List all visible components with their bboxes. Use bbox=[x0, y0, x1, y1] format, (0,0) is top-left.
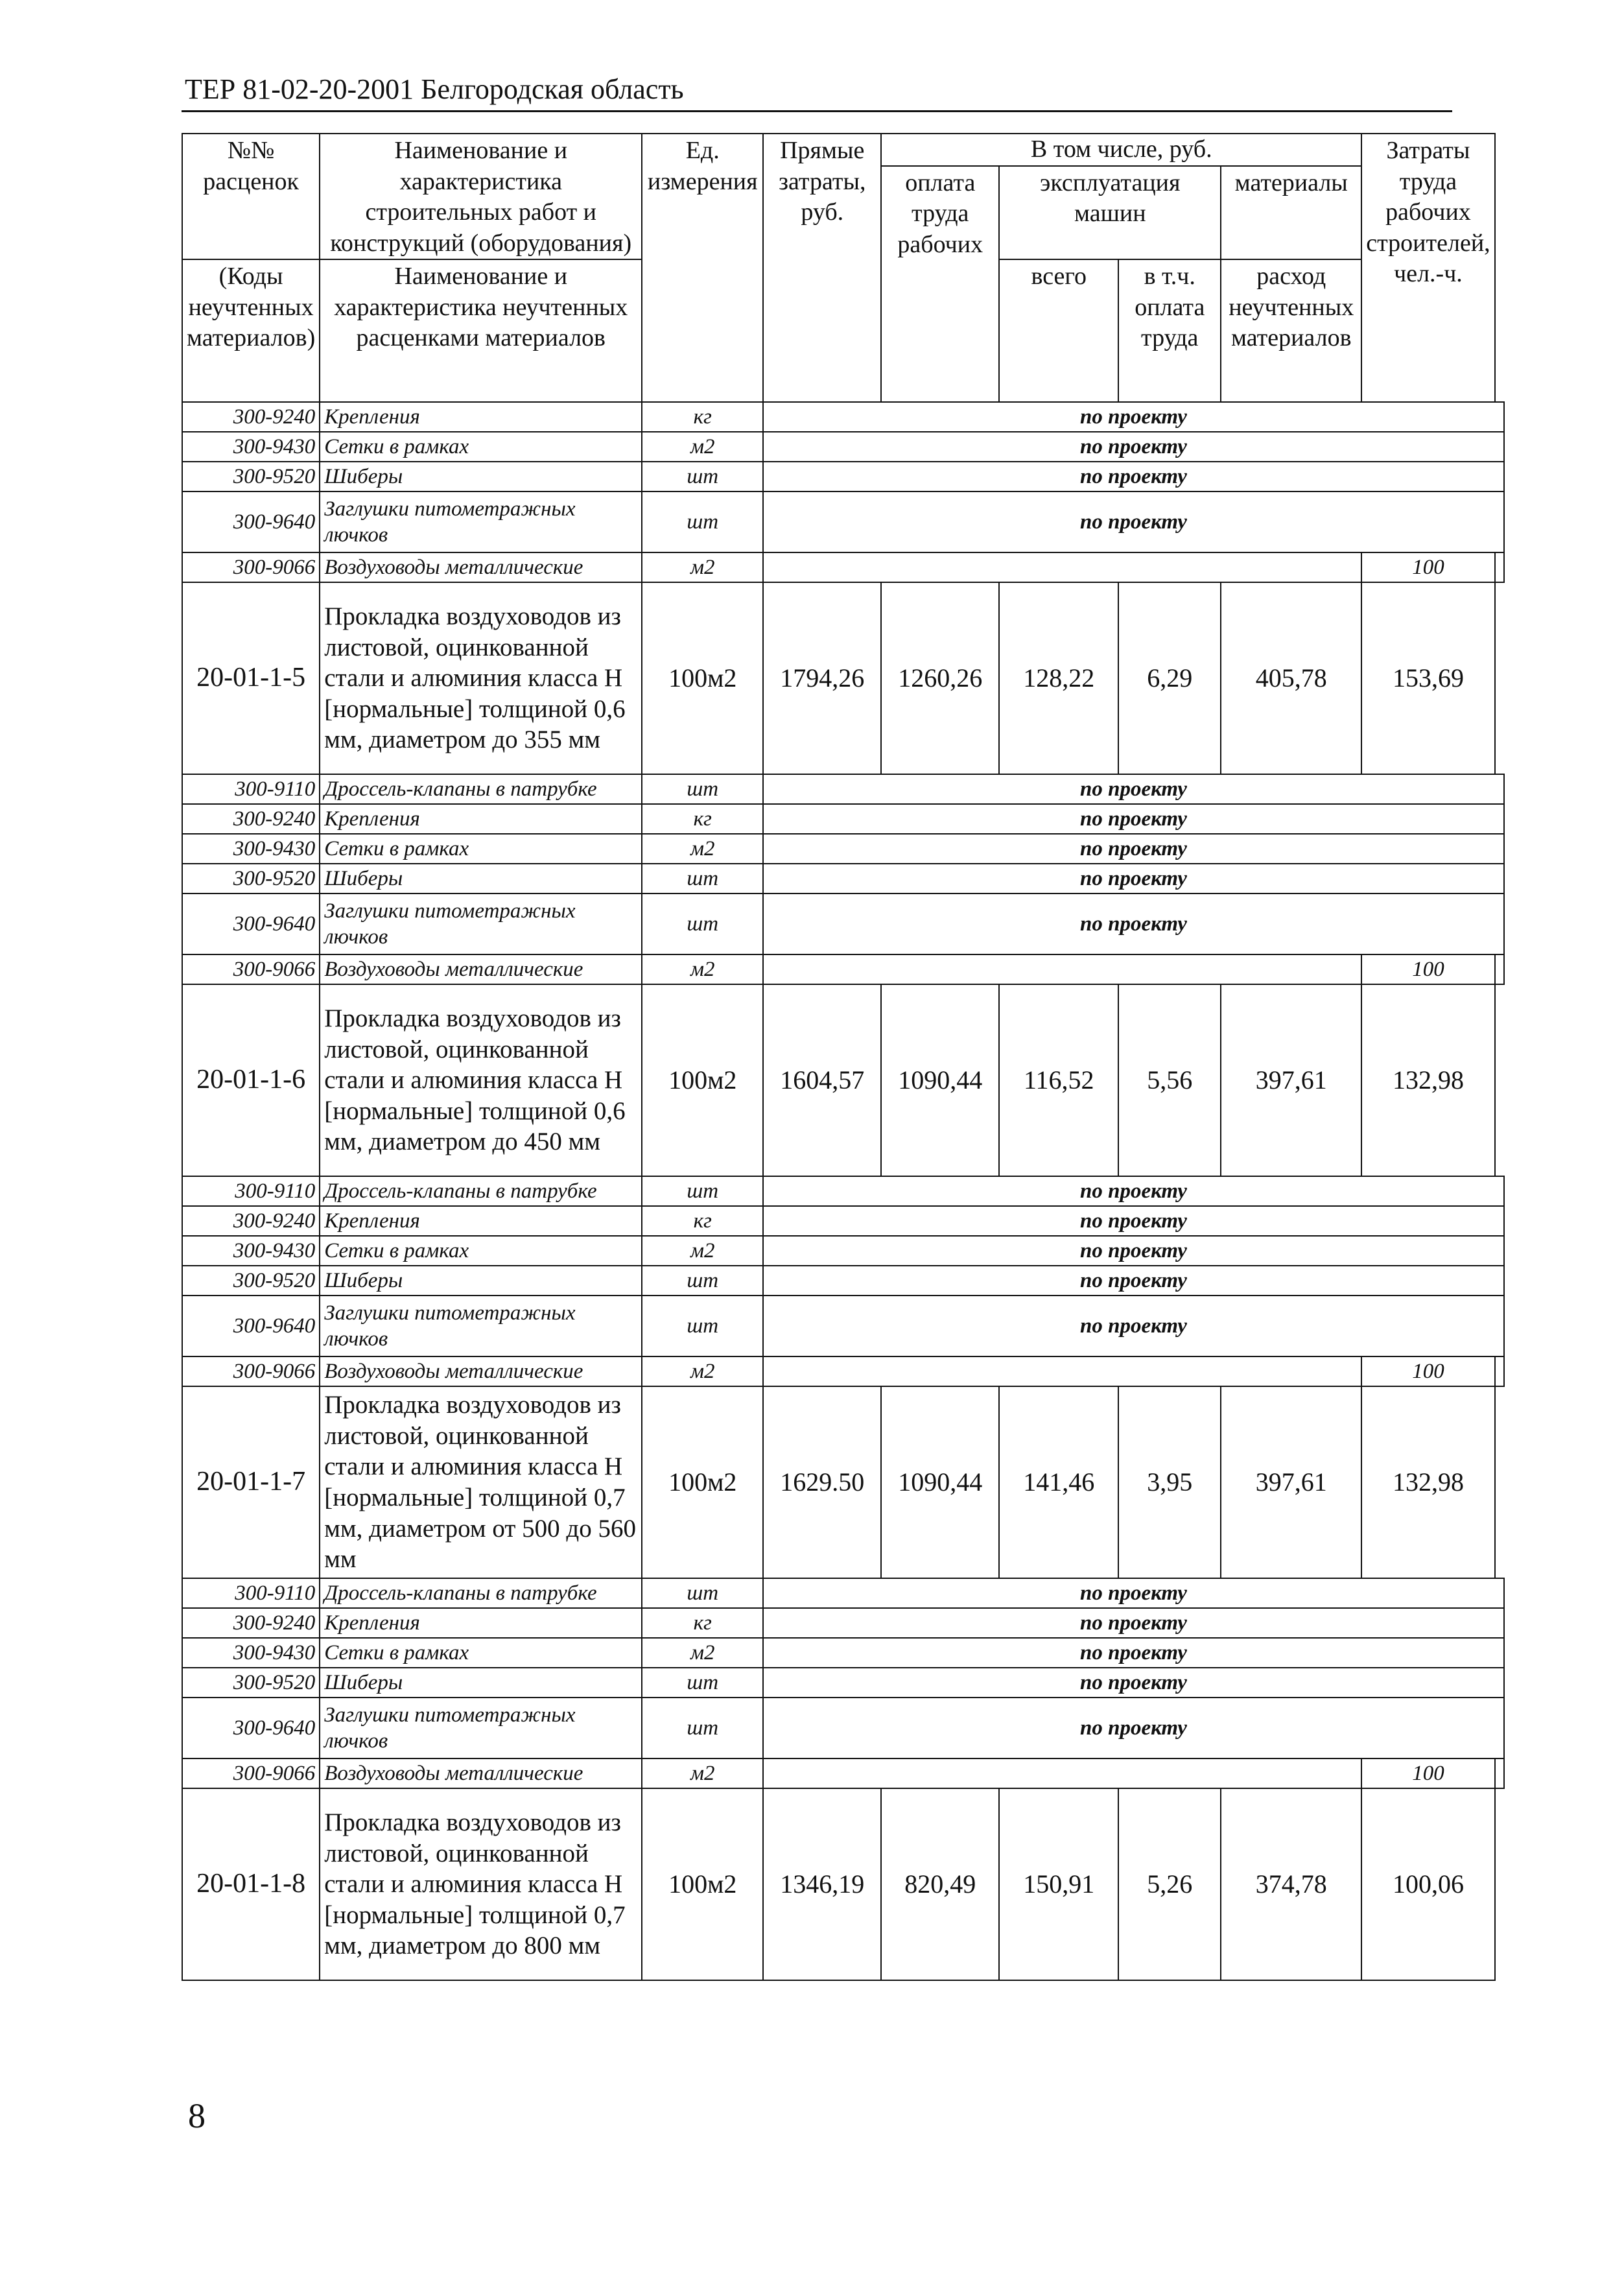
material-row bbox=[182, 864, 1504, 894]
material-name: Крепления bbox=[320, 402, 642, 432]
material-row bbox=[182, 1356, 1504, 1386]
material-code: 300-9110 bbox=[182, 1578, 320, 1608]
material-row bbox=[182, 1266, 1504, 1296]
material-by-project: по проекту bbox=[763, 1638, 1503, 1668]
material-name: Заглушки питометражных лючков bbox=[320, 1698, 642, 1758]
material-row bbox=[182, 462, 1504, 491]
material-row bbox=[182, 1176, 1504, 1206]
header-rule bbox=[182, 110, 1452, 112]
material-consumption: 100 bbox=[1361, 552, 1494, 582]
material-unit: м2 bbox=[642, 1638, 763, 1668]
material-code: 300-9520 bbox=[182, 462, 320, 491]
material-by-project: по проекту bbox=[763, 1608, 1503, 1638]
material-blank bbox=[1495, 552, 1504, 582]
material-unit: м2 bbox=[642, 432, 763, 462]
header-code-alt: (Коды неучтенных материалов) bbox=[182, 259, 320, 402]
material-unit: м2 bbox=[642, 834, 763, 864]
material-unit: шт bbox=[642, 894, 763, 954]
material-name: Воздуховоды металлические bbox=[320, 1758, 642, 1788]
rate-labor: 100,06 bbox=[1361, 1788, 1494, 1980]
rate-code: 20-01-1-7 bbox=[182, 1386, 320, 1578]
rate-name: Прокладка воздуховодов из листовой, оцинкованной стали и алюминия класса Н [нормальные] толщиной 0,7 мм, диаметром до 800 мм bbox=[320, 1788, 642, 1980]
header-machines-wages: в т.ч. оплата труда bbox=[1118, 259, 1221, 402]
material-unit: кг bbox=[642, 1206, 763, 1236]
rate-labor: 132,98 bbox=[1361, 1386, 1494, 1578]
material-unit: шт bbox=[642, 1296, 763, 1356]
material-by-project: по проекту bbox=[763, 834, 1503, 864]
material-by-project: по проекту bbox=[763, 491, 1503, 552]
material-unit: шт bbox=[642, 491, 763, 552]
rate-machines-total: 150,91 bbox=[999, 1788, 1118, 1980]
material-row bbox=[182, 402, 1504, 432]
material-unit: м2 bbox=[642, 1236, 763, 1266]
material-name: Дроссель-клапаны в патрубке bbox=[320, 1176, 642, 1206]
header-materials-alt: расход неучтенных материалов bbox=[1221, 259, 1361, 402]
material-by-project: по проекту bbox=[763, 894, 1503, 954]
material-name: Сетки в рамках bbox=[320, 1236, 642, 1266]
rate-wages: 1260,26 bbox=[881, 582, 999, 774]
material-unit: шт bbox=[642, 864, 763, 894]
material-name: Заглушки питометражных лючков bbox=[320, 1296, 642, 1356]
rate-code: 20-01-1-6 bbox=[182, 984, 320, 1176]
material-name: Крепления bbox=[320, 1206, 642, 1236]
material-blank bbox=[1495, 1356, 1504, 1386]
rate-name: Прокладка воздуховодов из листовой, оцинкованной стали и алюминия класса Н [нормальные] толщиной 0,6 мм, диаметром до 450 мм bbox=[320, 984, 642, 1176]
material-unit: шт bbox=[642, 462, 763, 491]
material-row bbox=[182, 1236, 1504, 1266]
material-consumption: 100 bbox=[1361, 1758, 1494, 1788]
rate-wages: 1090,44 bbox=[881, 1386, 999, 1578]
header-labor: Затраты труда рабочих строителей, чел.-ч. bbox=[1361, 134, 1494, 402]
material-name: Сетки в рамках bbox=[320, 432, 642, 462]
rate-direct-costs: 1604,57 bbox=[763, 984, 881, 1176]
rate-unit: 100м2 bbox=[642, 984, 763, 1176]
material-blank bbox=[763, 1356, 1361, 1386]
material-by-project: по проекту bbox=[763, 1176, 1503, 1206]
material-unit: шт bbox=[642, 1578, 763, 1608]
material-consumption: 100 bbox=[1361, 954, 1494, 984]
rate-name: Прокладка воздуховодов из листовой, оцинкованной стали и алюминия класса Н [нормальные] толщиной 0,7 мм, диаметром от 500 до 560 мм bbox=[320, 1386, 642, 1578]
material-code: 300-9240 bbox=[182, 402, 320, 432]
rate-row bbox=[182, 582, 1504, 774]
material-code: 300-9640 bbox=[182, 1698, 320, 1758]
rate-direct-costs: 1794,26 bbox=[763, 582, 881, 774]
material-unit: м2 bbox=[642, 954, 763, 984]
material-name: Дроссель-клапаны в патрубке bbox=[320, 1578, 642, 1608]
material-unit: шт bbox=[642, 1668, 763, 1698]
material-row bbox=[182, 1206, 1504, 1236]
rate-machines-total: 128,22 bbox=[999, 582, 1118, 774]
rate-materials: 374,78 bbox=[1221, 1788, 1361, 1980]
page-header: ТЕР 81-02-20-2001 Белгородская область bbox=[185, 73, 684, 105]
rate-unit: 100м2 bbox=[642, 1386, 763, 1578]
header-name: Наименование и характеристика строительных работ и конструкций (оборудования) bbox=[320, 134, 642, 259]
material-code: 300-9640 bbox=[182, 1296, 320, 1356]
material-code: 300-9520 bbox=[182, 1266, 320, 1296]
material-by-project: по проекту bbox=[763, 1668, 1503, 1698]
rate-wages: 1090,44 bbox=[881, 984, 999, 1176]
material-by-project: по проекту bbox=[763, 1296, 1503, 1356]
material-code: 300-9640 bbox=[182, 491, 320, 552]
material-by-project: по проекту bbox=[763, 402, 1503, 432]
rates-table bbox=[182, 133, 1505, 1981]
header-name-alt: Наименование и характеристика неучтенных расценками материалов bbox=[320, 259, 642, 402]
material-row bbox=[182, 954, 1504, 984]
material-name: Воздуховоды металлические bbox=[320, 552, 642, 582]
material-unit: шт bbox=[642, 1176, 763, 1206]
header-machines-total: всего bbox=[999, 259, 1118, 402]
material-unit: м2 bbox=[642, 552, 763, 582]
header-materials: материалы bbox=[1221, 166, 1361, 260]
material-row bbox=[182, 804, 1504, 834]
page-number: 8 bbox=[188, 2096, 206, 2135]
rate-machines-wages: 5,56 bbox=[1118, 984, 1221, 1176]
material-row bbox=[182, 1698, 1504, 1758]
material-unit: шт bbox=[642, 1266, 763, 1296]
rate-code: 20-01-1-5 bbox=[182, 582, 320, 774]
material-code: 300-9430 bbox=[182, 834, 320, 864]
rate-machines-wages: 3,95 bbox=[1118, 1386, 1221, 1578]
material-by-project: по проекту bbox=[763, 1266, 1503, 1296]
material-code: 300-9640 bbox=[182, 894, 320, 954]
material-row bbox=[182, 1608, 1504, 1638]
material-code: 300-9066 bbox=[182, 954, 320, 984]
material-row bbox=[182, 774, 1504, 804]
rate-code: 20-01-1-8 bbox=[182, 1788, 320, 1980]
rate-labor: 153,69 bbox=[1361, 582, 1494, 774]
material-name: Дроссель-клапаны в патрубке bbox=[320, 774, 642, 804]
material-code: 300-9430 bbox=[182, 432, 320, 462]
material-name: Шиберы bbox=[320, 1266, 642, 1296]
material-name: Шиберы bbox=[320, 462, 642, 491]
material-unit: кг bbox=[642, 402, 763, 432]
material-code: 300-9066 bbox=[182, 552, 320, 582]
material-name: Воздуховоды металлические bbox=[320, 954, 642, 984]
material-blank bbox=[763, 552, 1361, 582]
material-unit: кг bbox=[642, 1608, 763, 1638]
material-by-project: по проекту bbox=[763, 1236, 1503, 1266]
material-row bbox=[182, 894, 1504, 954]
header-code: №№ расценок bbox=[182, 134, 320, 259]
material-row bbox=[182, 1638, 1504, 1668]
rate-direct-costs: 1629.50 bbox=[763, 1386, 881, 1578]
material-name: Шиберы bbox=[320, 1668, 642, 1698]
material-row bbox=[182, 491, 1504, 552]
rate-materials: 405,78 bbox=[1221, 582, 1361, 774]
material-blank bbox=[763, 954, 1361, 984]
material-by-project: по проекту bbox=[763, 462, 1503, 491]
rate-unit: 100м2 bbox=[642, 1788, 763, 1980]
rate-unit: 100м2 bbox=[642, 582, 763, 774]
material-code: 300-9066 bbox=[182, 1356, 320, 1386]
rate-machines-wages: 6,29 bbox=[1118, 582, 1221, 774]
rate-machines-total: 116,52 bbox=[999, 984, 1118, 1176]
material-consumption: 100 bbox=[1361, 1356, 1494, 1386]
material-code: 300-9240 bbox=[182, 1608, 320, 1638]
header-unit: Ед. измерения bbox=[642, 134, 763, 402]
rate-wages: 820,49 bbox=[881, 1788, 999, 1980]
material-row bbox=[182, 552, 1504, 582]
rate-row bbox=[182, 984, 1504, 1176]
material-code: 300-9240 bbox=[182, 1206, 320, 1236]
rate-machines-wages: 5,26 bbox=[1118, 1788, 1221, 1980]
material-name: Шиберы bbox=[320, 864, 642, 894]
material-unit: м2 bbox=[642, 1356, 763, 1386]
material-row bbox=[182, 1668, 1504, 1698]
material-row bbox=[182, 1758, 1504, 1788]
rate-machines-total: 141,46 bbox=[999, 1386, 1118, 1578]
material-name: Заглушки питометражных лючков bbox=[320, 491, 642, 552]
rate-materials: 397,61 bbox=[1221, 1386, 1361, 1578]
material-code: 300-9430 bbox=[182, 1236, 320, 1266]
material-blank bbox=[763, 1758, 1361, 1788]
rate-row bbox=[182, 1788, 1504, 1980]
material-code: 300-9110 bbox=[182, 1176, 320, 1206]
material-by-project: по проекту bbox=[763, 804, 1503, 834]
material-name: Крепления bbox=[320, 804, 642, 834]
header-including: В том числе, руб. bbox=[881, 134, 1361, 166]
material-by-project: по проекту bbox=[763, 864, 1503, 894]
material-name: Сетки в рамках bbox=[320, 834, 642, 864]
material-code: 300-9066 bbox=[182, 1758, 320, 1788]
material-name: Сетки в рамках bbox=[320, 1638, 642, 1668]
material-row bbox=[182, 834, 1504, 864]
material-code: 300-9240 bbox=[182, 804, 320, 834]
material-name: Заглушки питометражных лючков bbox=[320, 894, 642, 954]
material-code: 300-9520 bbox=[182, 864, 320, 894]
material-row bbox=[182, 432, 1504, 462]
header-wages: оплата труда рабочих bbox=[881, 166, 999, 403]
material-name: Крепления bbox=[320, 1608, 642, 1638]
material-row bbox=[182, 1296, 1504, 1356]
material-by-project: по проекту bbox=[763, 432, 1503, 462]
rate-row bbox=[182, 1386, 1504, 1578]
material-unit: шт bbox=[642, 774, 763, 804]
header-direct-costs: Прямые затраты, руб. bbox=[763, 134, 881, 402]
material-by-project: по проекту bbox=[763, 774, 1503, 804]
material-blank bbox=[1495, 1758, 1504, 1788]
rate-direct-costs: 1346,19 bbox=[763, 1788, 881, 1980]
material-unit: кг bbox=[642, 804, 763, 834]
header-machines: эксплуатация машин bbox=[999, 166, 1221, 260]
material-blank bbox=[1495, 954, 1504, 984]
material-unit: шт bbox=[642, 1698, 763, 1758]
material-unit: м2 bbox=[642, 1758, 763, 1788]
material-code: 300-9110 bbox=[182, 774, 320, 804]
rate-materials: 397,61 bbox=[1221, 984, 1361, 1176]
material-by-project: по проекту bbox=[763, 1206, 1503, 1236]
material-by-project: по проекту bbox=[763, 1578, 1503, 1608]
material-by-project: по проекту bbox=[763, 1698, 1503, 1758]
material-code: 300-9430 bbox=[182, 1638, 320, 1668]
rate-name: Прокладка воздуховодов из листовой, оцинкованной стали и алюминия класса Н [нормальные] толщиной 0,6 мм, диаметром до 355 мм bbox=[320, 582, 642, 774]
rate-labor: 132,98 bbox=[1361, 984, 1494, 1176]
material-row bbox=[182, 1578, 1504, 1608]
material-name: Воздуховоды металлические bbox=[320, 1356, 642, 1386]
material-code: 300-9520 bbox=[182, 1668, 320, 1698]
